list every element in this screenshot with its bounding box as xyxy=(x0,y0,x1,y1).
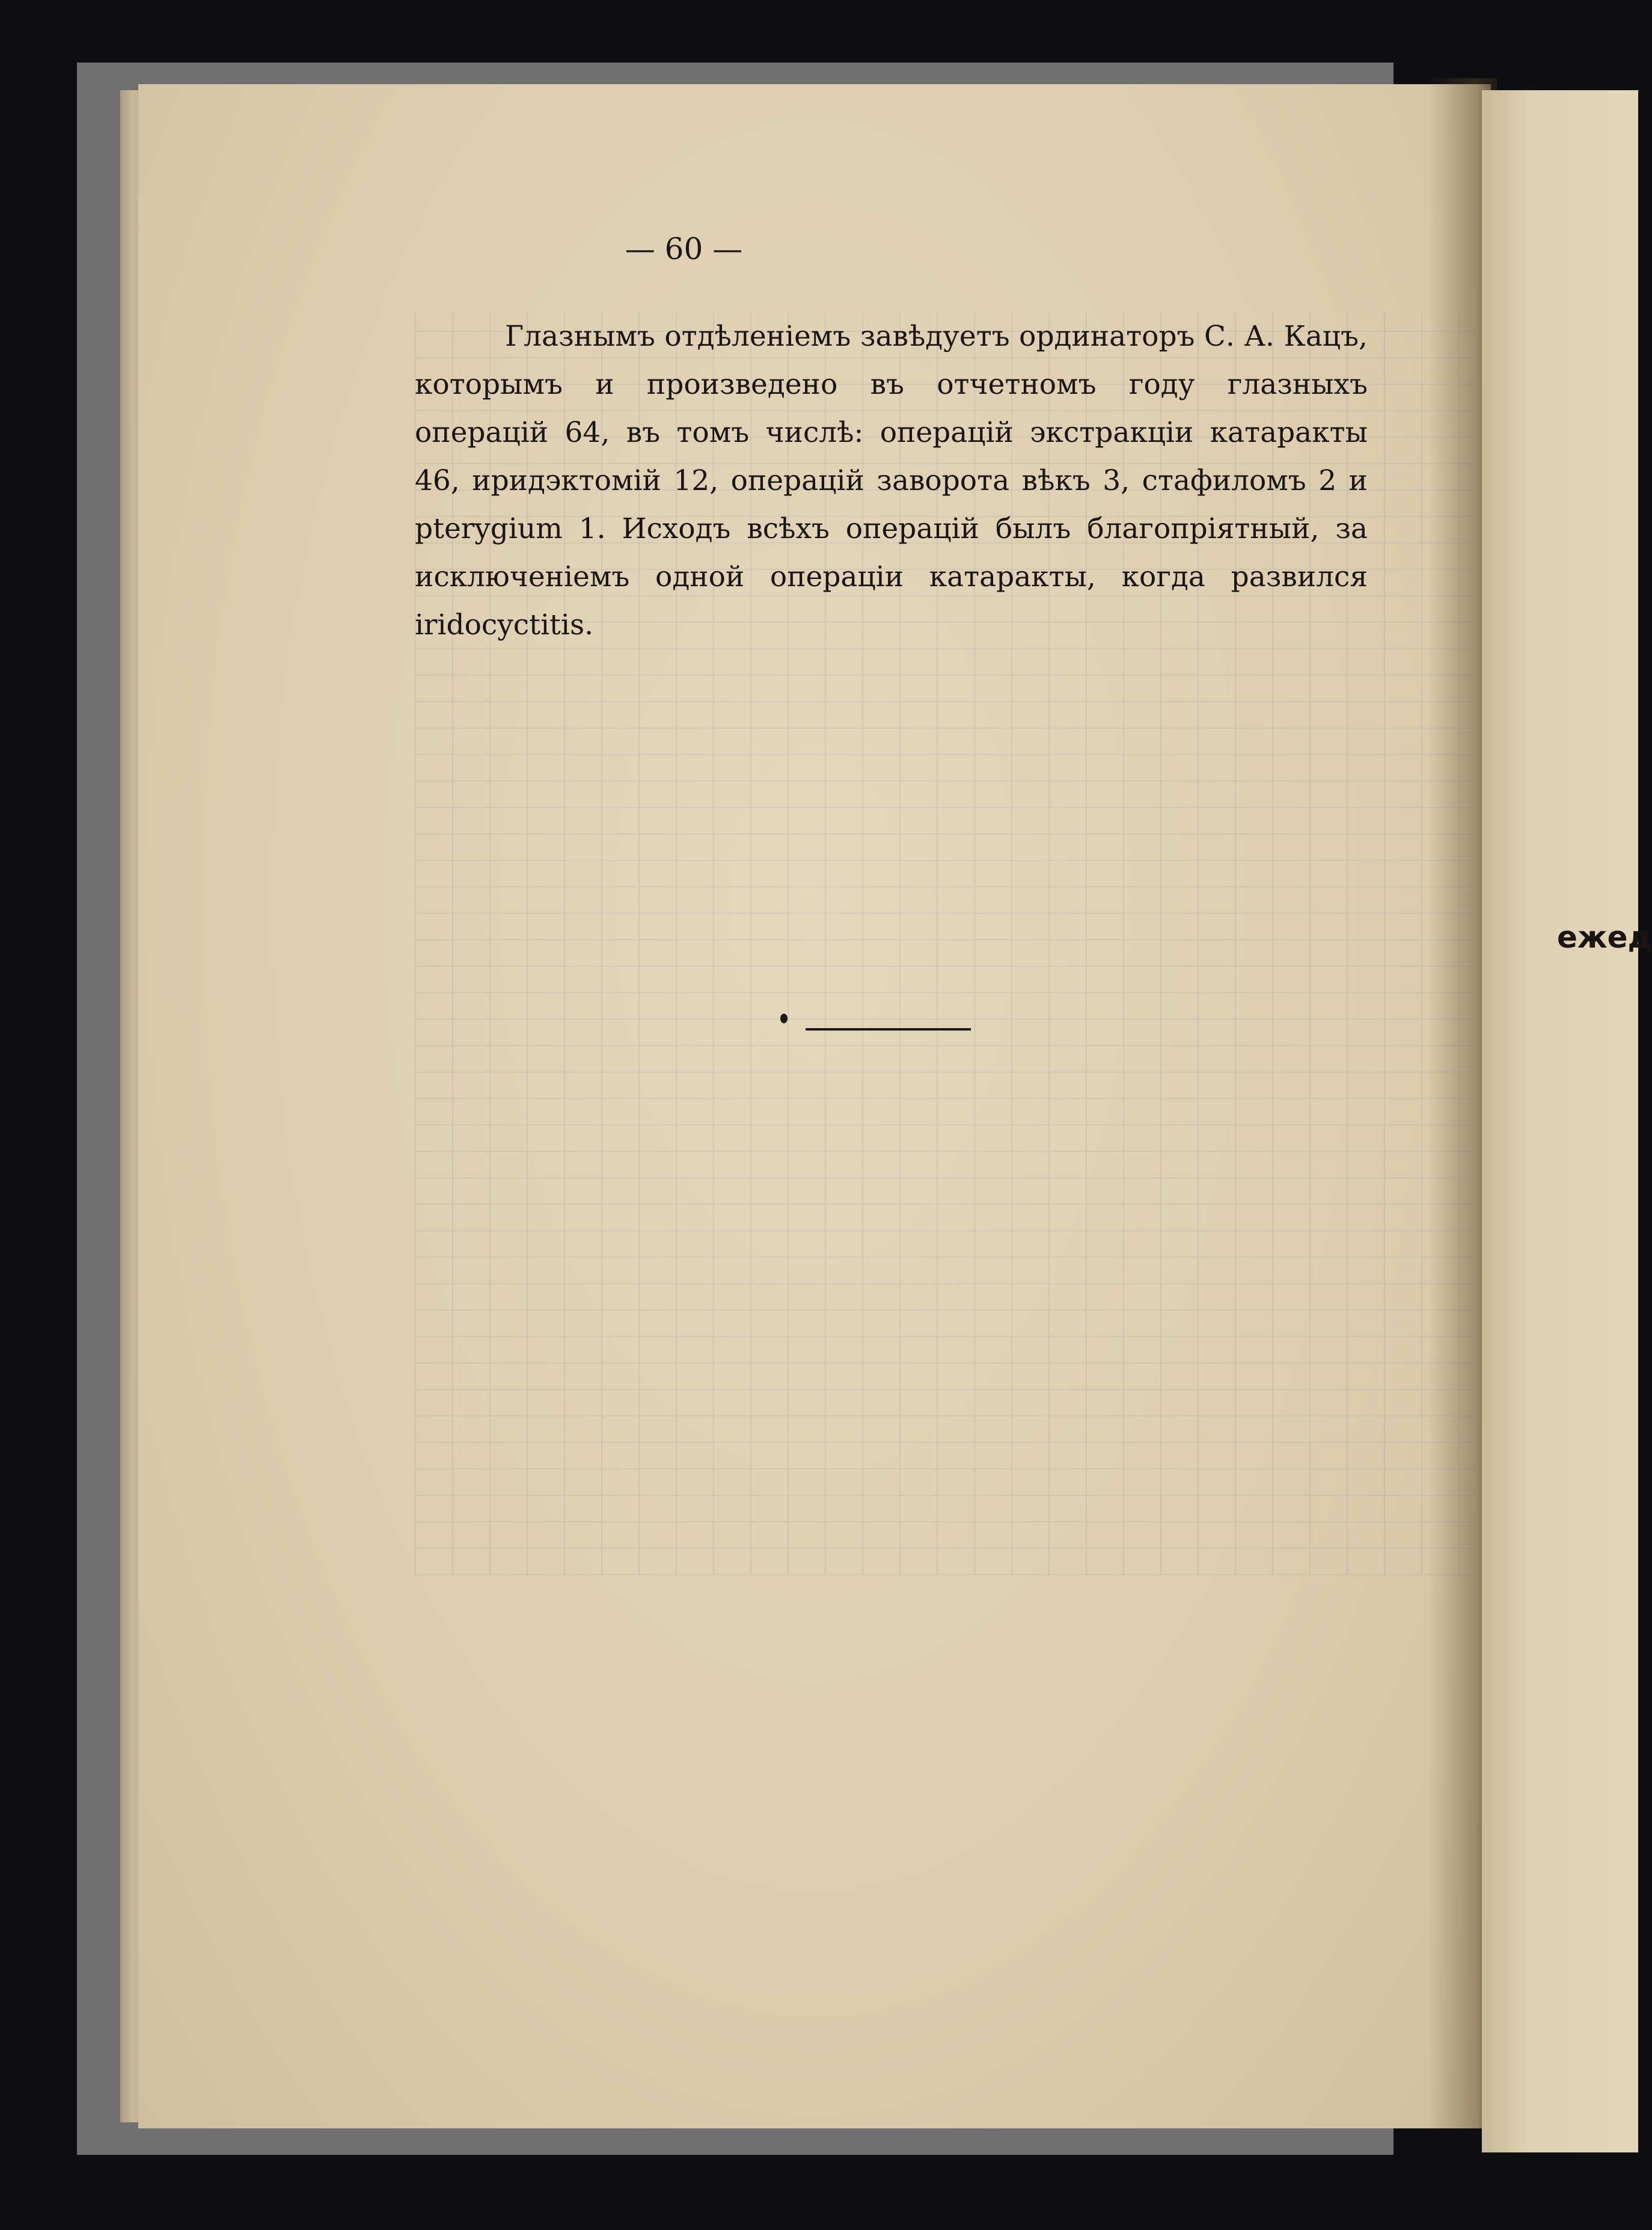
adjacent-page-text-fragment: ежед xyxy=(1557,920,1652,955)
page-number: — 60 — xyxy=(625,231,743,266)
section-end-rule xyxy=(806,1028,971,1031)
paragraph: Глазнымъ отдѣленіемъ завѣдуетъ ординаторъ С. А. Кацъ, которымъ и произведено въ отчетномъ году глазныхъ операцій 64, въ томъ числѣ: операцій экстракціи катаракты 46, иридэктомій 12, операцій заворота вѣкъ 3, стафиломъ 2 и pterygium 1. Исходъ всѣхъ операцій былъ благопріятный, за исключеніемъ одной операціи катаракты, когда развился iridocyctitis. xyxy=(415,320,1368,642)
right-page-edge xyxy=(1482,90,1638,2152)
ink-dot xyxy=(780,1014,788,1023)
body-text xyxy=(415,313,1368,649)
